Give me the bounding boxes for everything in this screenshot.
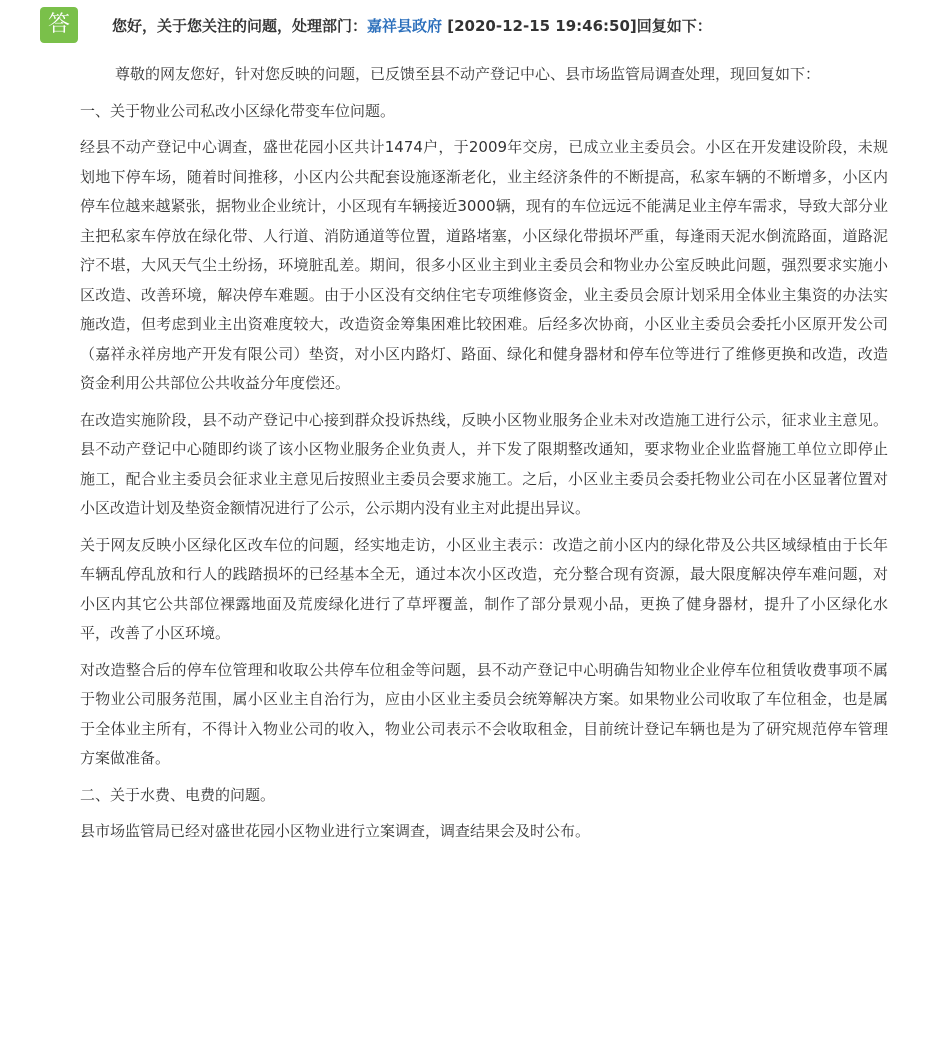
- body-paragraph: 经县不动产登记中心调查，盛世花园小区共计1474户，于2009年交房，已成立业主委员会。小区在开发建设阶段，未规划地下停车场，随着时间推移，小区内公共配套设施逐渐老化，业主经济条件的不断提高，私家车辆的不断增多，小区内停车位越来越紧张，据物业企业统计，小区现有车辆接近3000辆，现有的车位远远不能满足业主停车需求，导致大部分业主把私家车停放在绿化带、人行道、消防通道等位置，道路堵塞，小区绿化带损坏严重，每逢雨天泥水倒流路面，道路泥泞不堪，大风天气尘土纷扬，环境脏乱差。期间，很多小区业主到业主委员会和物业办公室反映此问题，强烈要求实施小区改造、改善环境，解决停车难题。由于小区没有交纳住宅专项维修资金，业主委员会原计划采用全体业主集资的办法实施改造，但考虑到业主出资难度较大，改造资金筹集困难比较困难。后经多次协商，小区业主委员会委托小区原开发公司（嘉祥永祥房地产开发有限公司）垫资，对小区内路灯、路面、绿化和健身器材和停车位等进行了维修更换和改造，改造资金利用公共部位公共收益分年度偿还。: [80, 138, 888, 392]
- header-suffix: 回复如下：: [636, 17, 712, 35]
- reply-header: [112, 14, 932, 38]
- reply-content: [80, 60, 888, 854]
- section-heading-1: 一、关于物业公司私改小区绿化带变车位问题。: [80, 101, 396, 120]
- department-link[interactable]: 嘉祥县政府: [367, 17, 443, 35]
- reply-timestamp: [2020-12-15 19:46:50]: [447, 17, 637, 35]
- body-paragraph: 关于网友反映小区绿化区改车位的问题，经实地走访，小区业主表示：改造之前小区内的绿化带及公共区域绿植由于长年车辆乱停乱放和行人的践踏损坏的已经基本全无，通过本次小区改造，充分整合现有资源，最大限度解决停车难问题，对小区内其它公共部位裸露地面及荒废绿化进行了草坪覆盖，制作了部分景观小品，更换了健身器材，提升了小区绿化水平，改善了小区环境。: [80, 535, 888, 642]
- header-prefix: 您好，关于您关注的问题，处理部门：: [112, 17, 368, 35]
- body-paragraph: 县市场监管局已经对盛世花园小区物业进行立案调查，调查结果会及时公布。: [80, 822, 591, 840]
- answer-badge: 答: [40, 7, 78, 43]
- section-heading-2: 二、关于水费、电费的问题。: [80, 785, 276, 804]
- greeting-paragraph: 尊敬的网友您好，针对您反映的问题，已反馈至县不动产登记中心、县市场监管局调查处理，现回复如下：: [115, 65, 821, 83]
- body-paragraph: 在改造实施阶段，县不动产登记中心接到群众投诉热线，反映小区物业服务企业未对改造施工进行公示，征求业主意见。县不动产登记中心随即约谈了该小区物业服务企业负责人，并下发了限期整改通知，要求物业企业监督施工单位立即停止施工，配合业主委员会征求业主意见后按照业主委员会要求施工。之后，小区业主委员会委托物业公司在小区显著位置对小区改造计划及垫资金额情况进行了公示，公示期内没有业主对此提出异议。: [80, 410, 888, 517]
- body-paragraph: 对改造整合后的停车位管理和收取公共停车位租金等问题，县不动产登记中心明确告知物业企业停车位租赁收费事项不属于物业公司服务范围，属小区业主自治行为，应由小区业主委员会统筹解决方案。如果物业公司收取了车位租金，也是属于全体业主所有，不得计入物业公司的收入，物业公司表示不会收取租金，目前统计登记车辆也是为了研究规范停车管理方案做准备。: [80, 660, 888, 767]
